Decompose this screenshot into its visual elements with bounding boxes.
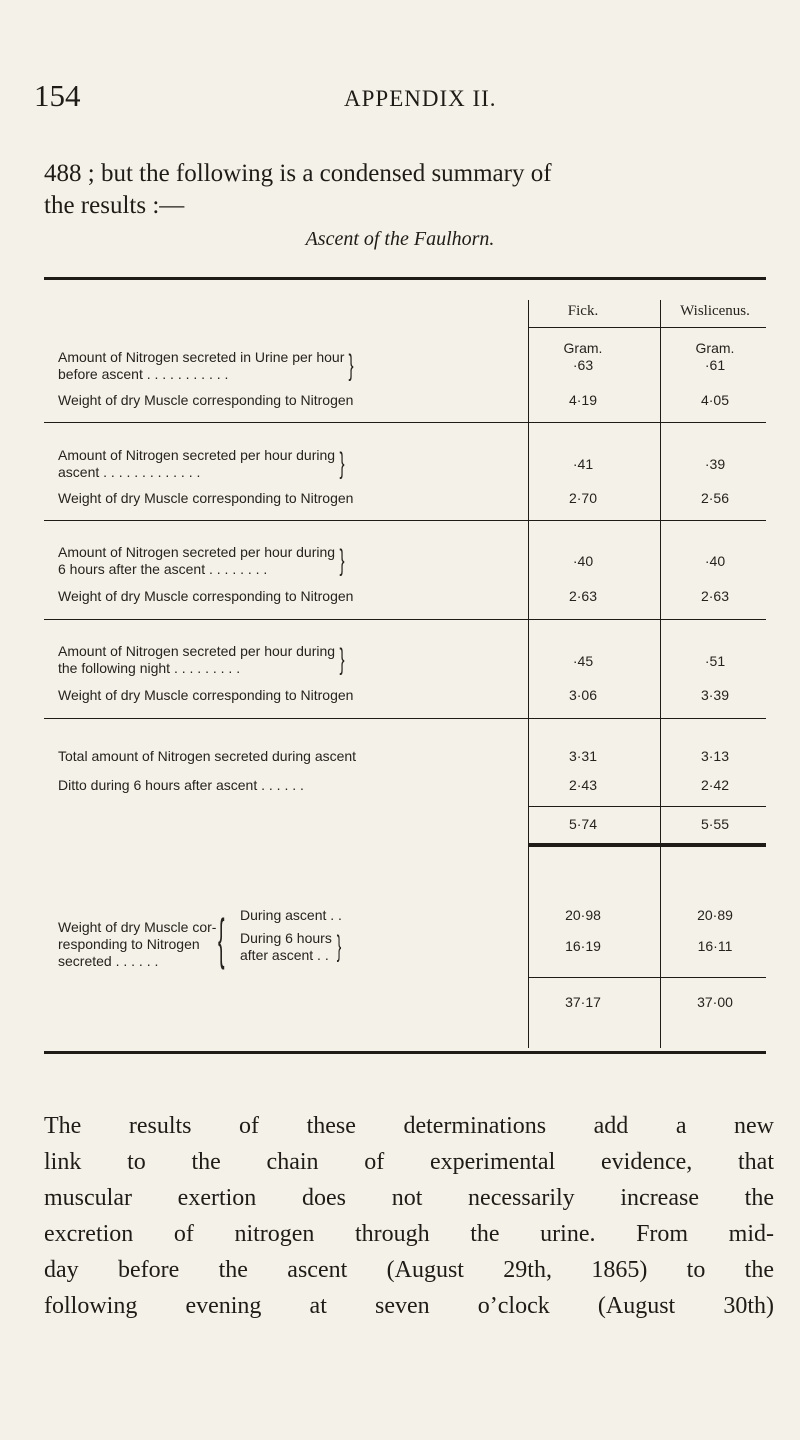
brace-icon: }	[339, 447, 345, 480]
sub-label-line: after ascent . .	[240, 947, 329, 963]
value-cell: 2·63	[568, 588, 598, 604]
intro-line: the results :—	[44, 192, 185, 219]
group-rule	[44, 520, 766, 521]
intro-paragraph	[44, 158, 774, 222]
column-divider	[660, 862, 661, 1048]
row-label-line: the following night . . . . . . . . .	[58, 660, 241, 676]
value-cell: 4·05	[700, 392, 730, 408]
brace-icon: }	[339, 544, 345, 577]
value-cell: ·63	[572, 357, 594, 373]
body-line: excretion of nitrogen through the urine. From mid-	[44, 1221, 774, 1247]
brace-icon: }	[339, 643, 345, 676]
value-cell: ·40	[572, 553, 594, 569]
value-cell: 3·39	[700, 687, 730, 703]
value-cell: 20·98	[565, 907, 601, 923]
value-cell: 16·19	[565, 938, 601, 954]
value-cell: 4·19	[568, 392, 598, 408]
row-label: Weight of dry Muscle corresponding to Nitrogen	[58, 687, 354, 703]
sum-cell: 5·74	[568, 816, 598, 832]
value-cell: ·40	[704, 553, 726, 569]
row-label	[58, 544, 528, 578]
group-rule	[44, 619, 766, 620]
value-cell: 20·89	[697, 907, 733, 923]
row-label-line: Amount of Nitrogen secreted per hour during	[58, 447, 336, 463]
row-label-line: Amount of Nitrogen secreted in Urine per hour	[58, 349, 345, 365]
value-cell: 3·13	[700, 748, 730, 764]
value-cell: ·51	[704, 653, 726, 669]
value-cell: 2·70	[568, 490, 598, 506]
body-line: muscular exertion does not necessarily increase the	[44, 1185, 774, 1211]
intro-line: 488 ; but the following is a condensed summary of	[44, 160, 552, 187]
value-cell: ·45	[572, 653, 594, 669]
body-line: link to the chain of experimental evidence, that	[44, 1149, 774, 1175]
row-label-line: Amount of Nitrogen secreted per hour during	[58, 643, 336, 659]
sub-label-group	[240, 930, 530, 964]
brace-icon: {	[218, 907, 225, 970]
row-label-line: 6 hours after the ascent . . . . . . . .	[58, 561, 268, 577]
value-cell: 2·63	[700, 588, 730, 604]
sum-cell: 5·55	[700, 816, 730, 832]
value-cell: 2·43	[568, 777, 598, 793]
thick-rule	[528, 843, 766, 847]
brace-icon: }	[336, 930, 342, 963]
col-head-wislicenus: Wislicenus.	[680, 303, 750, 319]
row-label-line: before ascent . . . . . . . . . . .	[58, 366, 229, 382]
row-label: Weight of dry Muscle corresponding to Nitrogen	[58, 588, 354, 604]
group-rule	[44, 422, 766, 423]
value-cell: ·41	[572, 456, 594, 472]
group-rule	[44, 718, 766, 719]
sum-rule	[528, 977, 766, 978]
page-header	[34, 78, 734, 118]
value-cell: 2·56	[700, 490, 730, 506]
body-line: The results of these determinations add a new	[44, 1113, 774, 1139]
row-label: Weight of dry Muscle corresponding to Nitrogen	[58, 392, 354, 408]
value-cell: ·61	[704, 357, 726, 373]
head-rule	[528, 327, 766, 328]
row-label-line: responding to Nitrogen	[58, 936, 200, 952]
brace-icon: }	[348, 349, 354, 382]
body-line: day before the ascent (August 29th, 1865) to the	[44, 1257, 774, 1283]
row-label: Total amount of Nitrogen secreted during ascent	[58, 748, 357, 764]
value-cell: 2·42	[700, 777, 730, 793]
row-label	[58, 643, 528, 677]
sub-label-line: During 6 hours	[240, 930, 332, 946]
weight-left-label	[58, 919, 218, 970]
sub-label: During ascent . .	[240, 907, 342, 923]
row-label: Ditto during 6 hours after ascent . . . . . .	[58, 777, 304, 793]
unit-fick: Gram.	[563, 340, 603, 356]
body-line: following evening at seven o’clock (August 30th)	[44, 1293, 774, 1319]
row-label	[58, 349, 528, 383]
sum-cell: 37·17	[565, 994, 601, 1010]
sum-rule	[528, 806, 766, 807]
row-label	[58, 447, 528, 481]
row-label-line: Weight of dry Muscle cor-	[58, 919, 217, 935]
body-paragraph	[44, 1108, 774, 1324]
weight-sub-labels	[240, 907, 530, 964]
row-label: Weight of dry Muscle corresponding to Nitrogen	[58, 490, 354, 506]
col-head-fick: Fick.	[567, 303, 599, 319]
value-cell: 16·11	[697, 938, 733, 954]
value-cell: 3·06	[568, 687, 598, 703]
page-number: 154	[34, 78, 81, 113]
unit-wislicenus: Gram.	[695, 340, 735, 356]
row-label-line: Amount of Nitrogen secreted per hour during	[58, 544, 336, 560]
table-top-rule	[44, 277, 766, 280]
row-label-line: secreted . . . . . .	[58, 953, 159, 969]
table-bottom-rule	[44, 1051, 766, 1054]
value-cell: ·39	[704, 456, 726, 472]
sum-cell: 37·00	[697, 994, 733, 1010]
running-head: APPENDIX II.	[344, 86, 497, 111]
table-caption: Ascent of the Faulhorn.	[305, 228, 495, 250]
value-cell: 3·31	[568, 748, 598, 764]
row-label-line: ascent . . . . . . . . . . . . .	[58, 464, 201, 480]
